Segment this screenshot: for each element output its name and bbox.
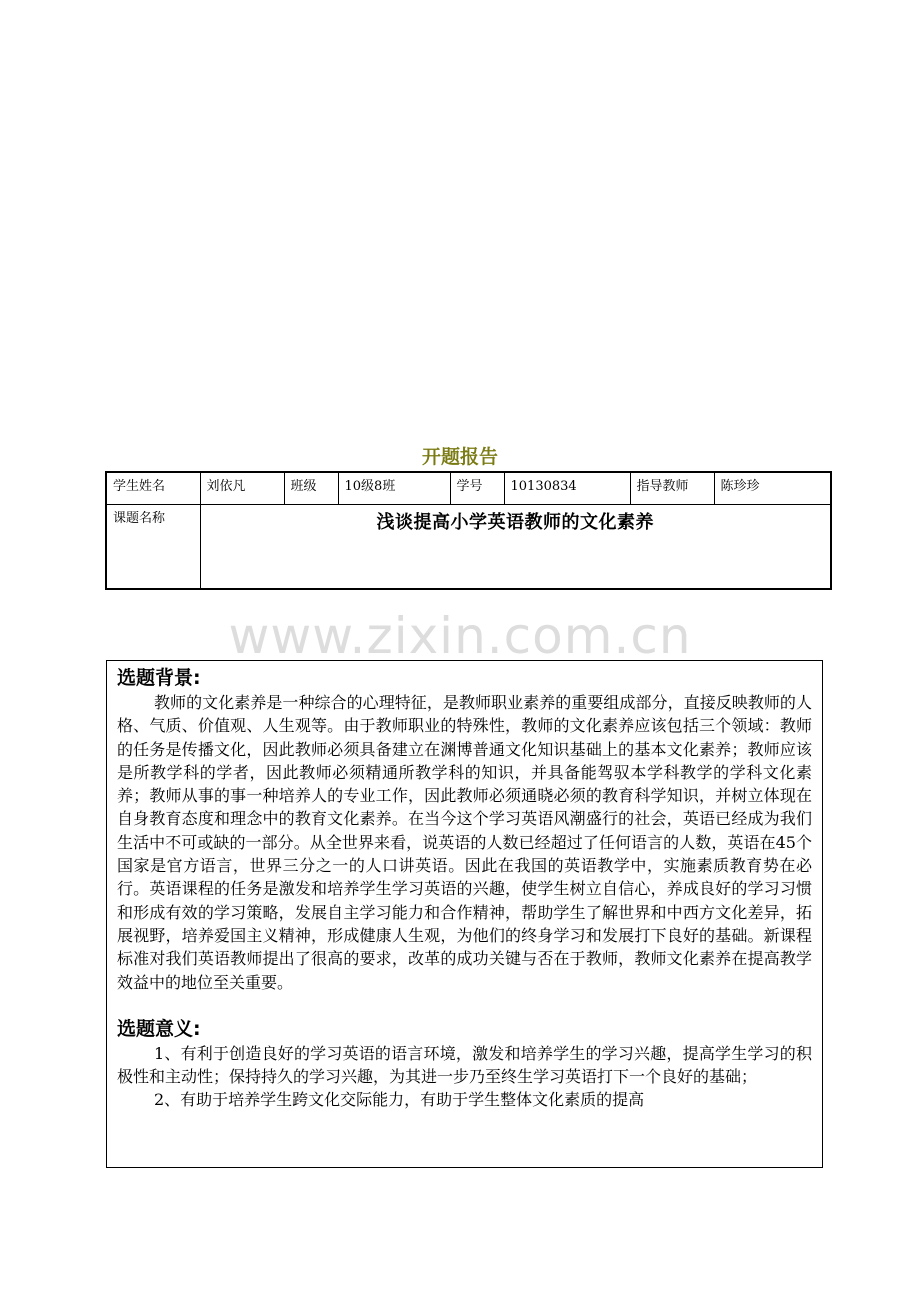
significance-item-2: 2、有助于培养学生跨文化交际能力，有助于学生整体文化素质的提高 (154, 1090, 645, 1110)
info-table (105, 471, 832, 590)
significance-heading: 选题意义: (117, 1017, 201, 1040)
watermark: www.zixin.com.cn (228, 607, 692, 665)
content-box (106, 660, 823, 1168)
advisor-label: 指导教师 (630, 472, 714, 505)
significance-item-1: 1、有利于创造良好的学习英语的语言环境，激发和培养学生的学习兴趣，提高学生学习的积极性和主动性；保持持久的学习兴趣，为其进一步乃至终生学习英语打下一个良好的基础； (117, 1043, 812, 1087)
report-title: 开题报告 (421, 446, 498, 468)
student-name-label: 学生姓名 (106, 472, 200, 505)
topic-label: 课题名称 (106, 505, 200, 590)
background-paragraph: 教师的文化素养是一种综合的心理特征，是教师职业素养的重要组成部分，直接反映教师的人格、气质、价值观、人生观等。由于教师职业的特殊性，教师的文化素养应该包括三个领域：教师的任务是传播文化，因此教师必须具备建立在渊博普通文化知识基础上的基本文化素养；教师应该是所教学科的学者，因此教师必须精通所教学科的知识，并具备能驾驭本学科教学的学科文化素养；教师从事的事一种培养人的专业工作，因此教师必须通晓必须的教育科学知识，并树立体现在自身教育态度和理念中的教育文化素养。在当今这个学习英语风潮盛行的社会，英语已经成为我们生活中不可或缺的一部分。从全世界来看，说英语的人数已经超过了任何语言的人数，英语在45个国家是官方语言，世界三分之一的人口讲英语。因此在我国的英语教学中，实施素质教育势在必行。英语课程的任务是激发和培养学生学习英语的兴趣，使学生树立自信心，养成良好的学习习惯和形成有效的学习策略，发展自主学习能力和合作精神，帮助学生了解世界和中西方文化差异，拓展视野，培养爱国主义精神，形成健康人生观，为他们的终身学习和发展打下良好的基础。新课程标准对我们英语教师提出了很高的要求，改革的成功关键与否在于教师，教师文化素养在提高教学效益中的地位至关重要。 (117, 693, 812, 992)
class-label: 班级 (284, 472, 338, 505)
advisor-value: 陈珍珍 (714, 472, 831, 505)
student-name-value: 刘依凡 (200, 472, 284, 505)
class-value: 10级8班 (338, 472, 450, 505)
student-id-value: 10130834 (504, 472, 630, 505)
student-id-label: 学号 (450, 472, 504, 505)
topic-cell (200, 505, 831, 590)
section-gap (117, 994, 812, 1016)
info-row-student (106, 472, 831, 505)
topic-title: 浅谈提高小学英语教师的文化素养 (376, 512, 654, 533)
info-row-topic (106, 505, 831, 590)
background-heading: 选题背景: (117, 667, 201, 689)
